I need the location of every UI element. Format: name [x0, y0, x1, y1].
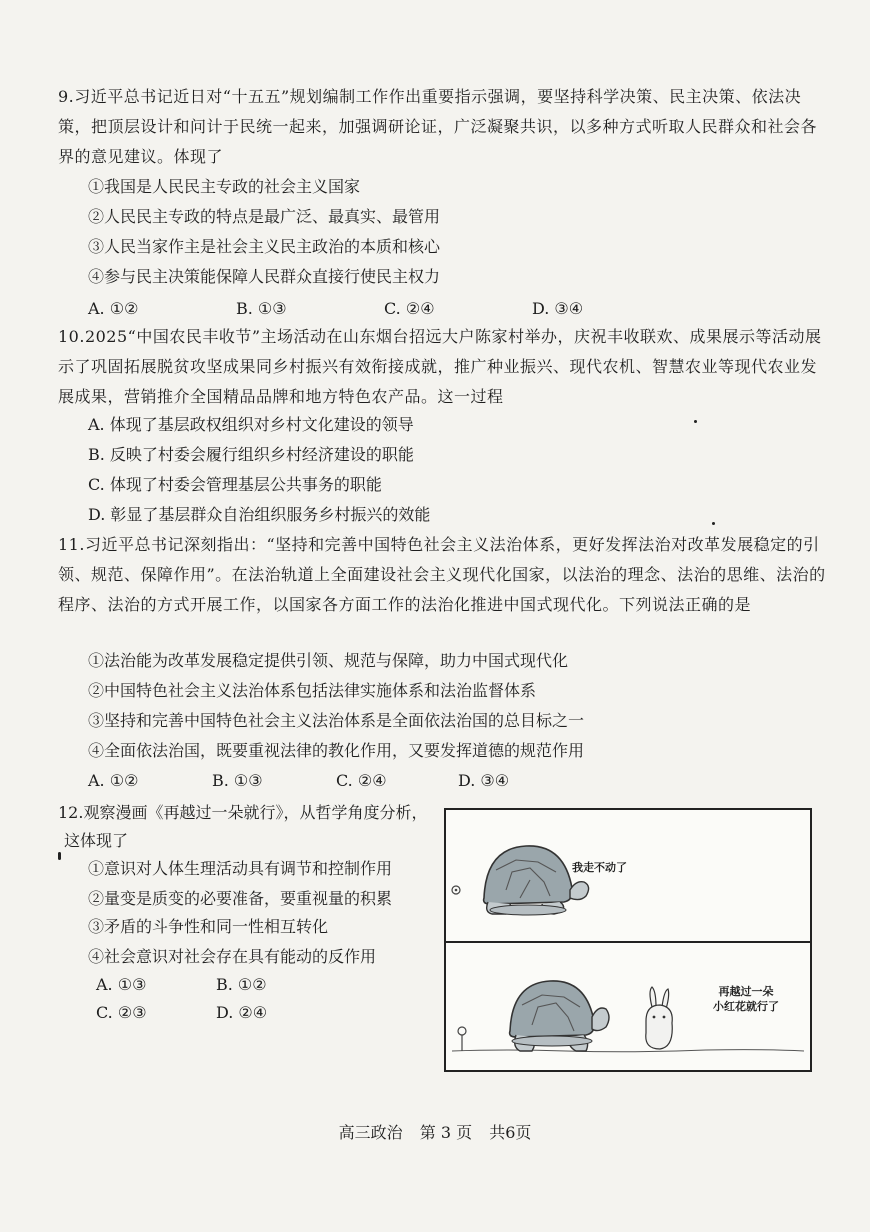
q12-choice-a[interactable]: A. ①③: [96, 975, 147, 994]
red-flower-icon: [458, 1027, 466, 1051]
q9-choice-d[interactable]: D. ③④: [532, 299, 584, 318]
q10-option-c[interactable]: C. 体现了村委会管理基层公共事务的职能: [88, 475, 382, 494]
q11-statement-1: ①法治能为改革发展稳定提供引领、规范与保障，助力中国式现代化: [88, 651, 569, 670]
q12-statement-4: ④社会意识对社会存在具有能动的反作用: [88, 947, 377, 966]
q9-choice-b[interactable]: B. ①③: [236, 299, 287, 318]
q9-statement-2: ②人民民主专政的特点是最广泛、最真实、最管用: [88, 207, 441, 226]
q9-statement-4: ④参与民主决策能保障人民群众直接行使民主权力: [88, 267, 441, 286]
rabbit-icon: [646, 987, 672, 1049]
scan-speck: [58, 852, 61, 860]
q12-statement-3: ③矛盾的斗争性和同一性相互转化: [88, 917, 329, 936]
q12-statement-2: ②量变是质变的必要准备，要重视量的积累: [88, 889, 393, 908]
footer-subject: 高三政治: [338, 1123, 403, 1142]
q10-option-a[interactable]: A. 体现了基层政权组织对乡村文化建设的领导: [88, 415, 414, 434]
q9-choice-c[interactable]: C. ②④: [384, 299, 435, 318]
q12-choice-b[interactable]: B. ①②: [216, 975, 267, 994]
q11-choice-a[interactable]: A. ①②: [88, 771, 139, 790]
q11-choice-d[interactable]: D. ③④: [458, 771, 510, 790]
q11-choice-b[interactable]: B. ①③: [212, 771, 263, 790]
comic-panel-1-text: 我走不动了: [572, 861, 627, 874]
q9-statement-1: ①我国是人民民主专政的社会主义国家: [88, 177, 361, 196]
q12-choice-d[interactable]: D. ②④: [216, 1003, 268, 1022]
q11-statement-4: ④全面依法治国，既要重视法律的教化作用，又要发挥道德的规范作用: [88, 741, 585, 760]
footer-total-pages: 共6页: [489, 1123, 532, 1142]
question-10-stem: 10.2025“中国农民丰收节”主场活动在山东烟台招远大户陈家村举办，庆祝丰收联欢、成果展示等活动展示了巩固拓展脱贫攻坚成果同乡村振兴有效衔接成就，推广种业振兴、现代农机、智慧农业等现代农业发展成果，营销推介全国精品品牌和地方特色农产品。这一过程: [58, 327, 822, 406]
comic-panel-2-text-line-2: 小红花就行了: [713, 1000, 779, 1013]
scan-speck: [694, 420, 697, 423]
q12-statement-1: ①意识对人体生理活动具有调节和控制作用: [88, 859, 393, 878]
footer-page-number: 第 3 页: [419, 1123, 473, 1142]
tortoise-tired-illustration: [446, 810, 810, 940]
question-11-stem: 11.习近平总书记深刻指出：“坚持和完善中国特色社会主义法治体系，更好发挥法治对改革发展稳定的引领、规范、保障作用”。在法治轨道上全面建设社会主义现代化国家，以法治的理念、法治的思维、法治的程序、法治的方式开展工作，以国家各方面工作的法治化推进中国式现代化。下列说法正确的是: [58, 535, 826, 614]
page-footer: [0, 1120, 870, 1143]
q10-option-b[interactable]: B. 反映了村委会履行组织乡村经济建设的职能: [88, 445, 414, 464]
q11-statement-3: ③坚持和完善中国特色社会主义法治体系是全面依法治国的总目标之一: [88, 711, 585, 730]
small-flower-icon: [452, 886, 460, 894]
q11-statement-2: ②中国特色社会主义法治体系包括法律实施体系和法治监督体系: [88, 681, 537, 700]
q9-statement-3: ③人民当家作主是社会主义民主政治的本质和核心: [88, 237, 441, 256]
question-9-stem: 9.习近平总书记近日对“十五五”规划编制工作作出重要指示强调，要坚持科学决策、民主决策、依法决策，把顶层设计和问计于民统一起来，加强调研论证，广泛凝聚共识，以多种方式听取人民群众和社会各界的意见建议。体现了: [58, 87, 818, 166]
comic-panel-2-text-line-1: 再越过一朵: [718, 985, 774, 998]
q9-choice-a[interactable]: A. ①②: [88, 299, 139, 318]
comic-image: [444, 808, 812, 1072]
q12-choice-c[interactable]: C. ②③: [96, 1003, 147, 1022]
question-12-stem-line-1: 12.观察漫画《再越过一朵就行》，从哲学角度分析，: [58, 803, 428, 822]
question-12-stem-line-2: 这体现了: [64, 831, 129, 850]
q10-option-d[interactable]: D. 彰显了基层群众自治组织服务乡村振兴的效能: [88, 505, 431, 524]
q11-choice-c[interactable]: C. ②④: [336, 771, 387, 790]
scan-speck: [712, 522, 715, 525]
